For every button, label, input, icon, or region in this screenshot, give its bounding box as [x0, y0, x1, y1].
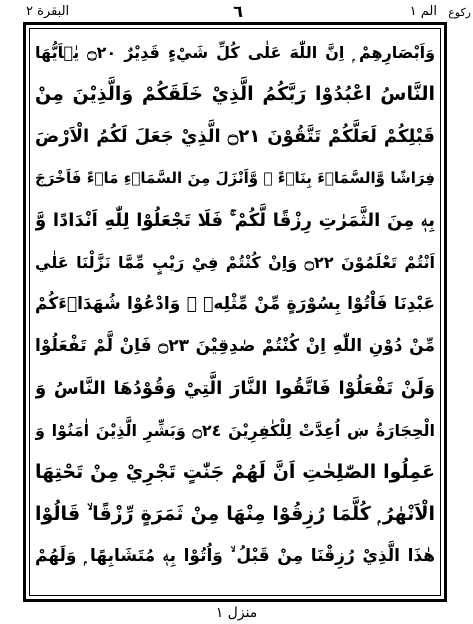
- text-line: فِرَاشًا وَّالسَّمَاۗءَ بِنَاۗءً ۠ وَّاَنْزَلَ مِنَ السَّمَاۗءِ مَاۗءً فَاَخْرَجَ: [35, 169, 435, 187]
- page-number: ٦: [233, 2, 243, 21]
- text-line: اَنْتُمْ تَعْلَمُوْنَ ۝٢٢ وَاِنْ كُنْتُمْ فِيْ رَيْبٍ مِّمَّا نَزَّلْنَا عَلٰي: [35, 253, 435, 272]
- text-line: الْاَنْهٰرُ ۭ كُلَّمَا رُزِقُوْا مِنْهَا مِنْ ثَمَرَةٍ رِّزْقًا ۙ قَالُوْا: [35, 503, 435, 525]
- juz-name-header: الم ١: [409, 4, 437, 19]
- text-block: [35, 34, 435, 590]
- text-line: الْحِجَارَةُ ښ اُعِدَّتْ لِلْكٰفِرِيْنَ ۝٢٤ وَبَشِّرِ الَّذِيْنَ اٰمَنُوْا وَ: [35, 421, 435, 440]
- text-line: مِّنْ دُوْنِ اللّٰهِ اِنْ كُنْتُمْ صٰدِقِيْنَ ۝٢٣ فَاِنْ لَّمْ تَفْعَلُوْا: [35, 336, 435, 356]
- manzil-footer: منزل ١: [215, 605, 258, 621]
- text-line: عَبْدِنَا فَاْتُوْا بِسُوْرَةٍ مِّنْ مِّثْلِهٖ ۠ وَادْعُوْا شُهَدَاۗءَكُمْ: [35, 294, 435, 314]
- text-line: عَمِلُوا الصّٰلِحٰتِ اَنَّ لَھُمْ جَنّٰتٍ تَجْرِيْ مِنْ تَحْتِهَا: [35, 461, 435, 483]
- text-line: بِهٖ مِنَ الثَّمَرٰتِ رِزْقًا لَّكُمْ ۚ فَلَا تَجْعَلُوْا لِلّٰهِ اَنْدَادًا وَّ: [35, 210, 435, 231]
- surah-name-header: البقرة ٢: [26, 4, 70, 19]
- text-line: وَلَنْ تَفْعَلُوْا فَاتَّقُوا النَّارَ الَّتِيْ وَقُوْدُھَا النَّاسُ وَ: [35, 378, 435, 399]
- text-line: النَّاسُ اعْبُدُوْا رَبَّكُمُ الَّذِيْ خَلَقَكُمْ وَالَّذِيْنَ مِنْ: [35, 83, 435, 105]
- text-line: قَبْلِكُمْ لَعَلَّكُمْ تَتَّقُوْنَ ۝٢١ الَّذِيْ جَعَلَ لَكُمُ الْاَرْضَ: [35, 126, 435, 147]
- text-line: ھٰذَا الَّذِيْ رُزِقْنَا مِنْ قَبْلُ ۙ وَاُتُوْا بِهٖ مُتَشَابِهًا ۭ وَلَهُمْ: [35, 546, 435, 566]
- text-line: وَاَبْصَارِهِمْ ۭ اِنَّ اللّٰهَ عَلٰى كُلِّ شَيْءٍ قَدِيْرٌ ۝٢٠ يٰۤاَيُّهَا: [35, 43, 435, 62]
- ruku-marker: ركوع: [448, 6, 471, 19]
